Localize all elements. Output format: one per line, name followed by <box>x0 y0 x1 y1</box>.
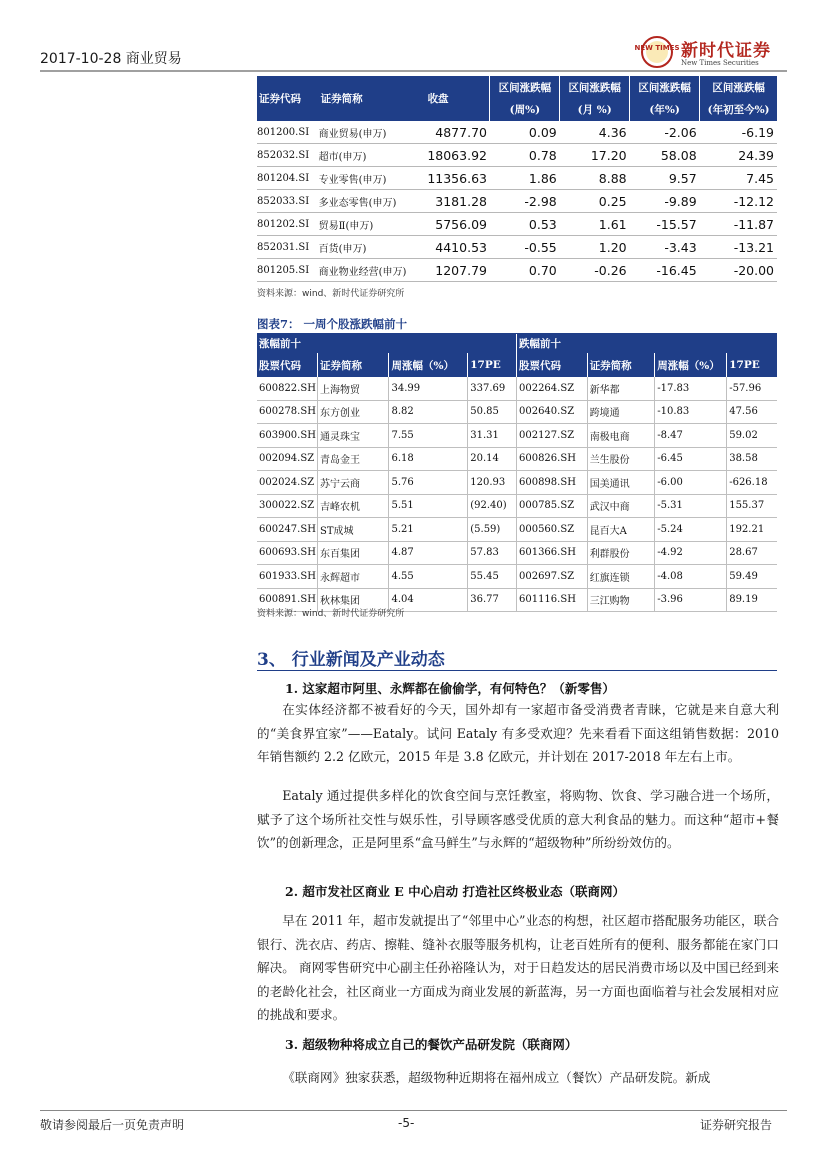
footer-disclaimer: 敬请参阅最后一页免责声明 <box>40 1118 185 1132</box>
col-header-name: 证券简称 <box>319 76 426 121</box>
cell-down-code: 002127.SZ <box>516 424 587 448</box>
col-header-span-month: 区间涨跌幅 <box>560 76 630 98</box>
col-header-month: (月 %) <box>560 98 630 121</box>
cell-month: 0.25 <box>560 190 630 213</box>
cell-down-code: 000785.SZ <box>516 494 587 518</box>
cell-down-change: -5.24 <box>655 518 727 542</box>
cell-name: 专业零售(申万) <box>319 167 426 190</box>
cell-close: 4877.70 <box>426 121 490 144</box>
cell-up-name: 吉峰农机 <box>317 494 389 518</box>
cell-down-change: -6.00 <box>655 471 727 495</box>
cell-down-name: 国美通讯 <box>587 471 655 495</box>
cell-code: 801200.SI <box>257 121 319 144</box>
table-row <box>257 400 777 424</box>
cell-down-change: -5.31 <box>655 494 727 518</box>
cell-down-code: 601366.SH <box>516 541 587 565</box>
cell-down-code: 000560.SZ <box>516 518 587 542</box>
cell-up-pe: (92.40) <box>468 494 517 518</box>
table-row <box>257 167 777 190</box>
table-row <box>257 471 777 495</box>
cell-week: 0.09 <box>490 121 560 144</box>
table-row <box>257 144 777 167</box>
cell-ytd: -13.21 <box>700 236 777 259</box>
cell-year: 58.08 <box>630 144 700 167</box>
cell-up-name: 东百集团 <box>317 541 389 565</box>
cell-down-pe: 28.67 <box>727 541 777 565</box>
cell-week: 0.78 <box>490 144 560 167</box>
cell-up-name: 东方创业 <box>317 400 389 424</box>
cell-up-code: 601933.SH <box>257 565 317 589</box>
col-header-span-year: 区间涨跌幅 <box>630 76 700 98</box>
cell-name: 贸易Ⅱ(申万) <box>319 213 426 236</box>
company-logo <box>634 33 787 73</box>
svg-text:NEW TIMES: NEW TIMES <box>634 44 680 52</box>
cell-year: -3.43 <box>630 236 700 259</box>
cell-down-change: -8.47 <box>655 424 727 448</box>
logo-mark-icon <box>634 35 680 69</box>
stock-movers-table <box>257 334 777 612</box>
cell-down-code: 600898.SH <box>516 471 587 495</box>
cell-down-name: 新华都 <box>587 377 655 400</box>
cell-up-name: 青岛金王 <box>317 447 389 471</box>
cell-down-pe: 155.37 <box>727 494 777 518</box>
cell-down-code: 002640.SZ <box>516 400 587 424</box>
cell-month: 8.88 <box>560 167 630 190</box>
col-header-span-week: 区间涨跌幅 <box>490 76 560 98</box>
col-header-span-ytd: 区间涨跌幅 <box>700 76 777 98</box>
cell-week: 0.53 <box>490 213 560 236</box>
logo-chinese-name: 新时代证券 <box>681 41 771 61</box>
cell-year: -2.06 <box>630 121 700 144</box>
cell-up-pe: 337.69 <box>468 377 517 400</box>
cell-ytd: -6.19 <box>700 121 777 144</box>
col-header-down-code: 股票代码 <box>516 353 587 377</box>
cell-up-name: ST成城 <box>317 518 389 542</box>
col-header-down-pe: 17PE <box>727 353 777 377</box>
cell-ytd: -12.12 <box>700 190 777 213</box>
cell-up-change: 8.82 <box>389 400 468 424</box>
cell-close: 1207.79 <box>426 259 490 282</box>
cell-week: 1.86 <box>490 167 560 190</box>
cell-up-code: 600822.SH <box>257 377 317 400</box>
cell-up-code: 600891.SH <box>257 588 317 612</box>
cell-up-name: 通灵珠宝 <box>317 424 389 448</box>
cell-down-change: -6.45 <box>655 447 727 471</box>
col-header-up-name: 证券简称 <box>317 353 389 377</box>
cell-down-change: -3.96 <box>655 588 727 612</box>
cell-up-pe: 120.93 <box>468 471 517 495</box>
cell-week: -0.55 <box>490 236 560 259</box>
cell-down-pe: 59.02 <box>727 424 777 448</box>
table-row <box>257 377 777 400</box>
news-paragraph-2: Eataly 通过提供多样化的饮食空间与烹饪教室，将购物、饮食、学习融合进一个场所，赋予了这个场所社交性与娱乐性，引导顾客感受优质的意大利食品的魅力。而这种“超市+餐饮”的创新理念，正是阿里系“盒马鲜生”与永辉的“超级物种”所纷纷效仿的。 <box>257 788 779 850</box>
cell-down-change: -4.92 <box>655 541 727 565</box>
cell-down-pe: 47.56 <box>727 400 777 424</box>
col-header-up-change: 周涨幅（%） <box>389 353 468 377</box>
table-row <box>257 518 777 542</box>
cell-code: 852031.SI <box>257 236 319 259</box>
cell-down-change: -4.08 <box>655 565 727 589</box>
group-header-gainers: 涨幅前十 <box>257 334 516 353</box>
cell-up-pe: 31.31 <box>468 424 517 448</box>
cell-ytd: -11.87 <box>700 213 777 236</box>
logo-english-name: New Times Securities <box>681 59 759 67</box>
cell-code: 801205.SI <box>257 259 319 282</box>
cell-up-code: 603900.SH <box>257 424 317 448</box>
cell-code: 852033.SI <box>257 190 319 213</box>
news-paragraph-1: 在实体经济都不被看好的今天，国外却有一家超市备受消费者青睐，它就是来自意大利的“美食界宜家”——Eataly。试问 Eataly 有多受欢迎？先来看看下面这组销售数据：2010 年销售额约 2.2 亿欧元，2015 年是 3.8 亿欧元，并计划在 2017-2018 年左右上市。 <box>257 702 779 764</box>
table-row <box>257 259 777 282</box>
cell-down-name: 昆百大A <box>587 518 655 542</box>
index-performance-table <box>257 76 777 282</box>
table-row <box>257 121 777 144</box>
index-table-body <box>257 121 777 282</box>
cell-year: -9.89 <box>630 190 700 213</box>
cell-down-pe: 59.49 <box>727 565 777 589</box>
cell-down-pe: 192.21 <box>727 518 777 542</box>
cell-up-code: 002024.SZ <box>257 471 317 495</box>
cell-up-code: 600247.SH <box>257 518 317 542</box>
cell-up-name: 苏宁云商 <box>317 471 389 495</box>
cell-up-change: 6.18 <box>389 447 468 471</box>
cell-month: 17.20 <box>560 144 630 167</box>
cell-up-code: 600278.SH <box>257 400 317 424</box>
cell-code: 852032.SI <box>257 144 319 167</box>
table-row <box>257 236 777 259</box>
cell-down-name: 三江购物 <box>587 588 655 612</box>
cell-ytd: 24.39 <box>700 144 777 167</box>
cell-up-change: 34.99 <box>389 377 468 400</box>
cell-close: 4410.53 <box>426 236 490 259</box>
cell-name: 商业物业经营(申万) <box>319 259 426 282</box>
table-row <box>257 541 777 565</box>
cell-close: 3181.28 <box>426 190 490 213</box>
figure7-title: 图表7： 一周个股涨跌幅前十 <box>257 317 408 331</box>
table-row <box>257 190 777 213</box>
cell-down-code: 002697.SZ <box>516 565 587 589</box>
cell-month: 4.36 <box>560 121 630 144</box>
cell-close: 5756.09 <box>426 213 490 236</box>
header-divider <box>40 70 787 72</box>
cell-code: 801204.SI <box>257 167 319 190</box>
cell-down-name: 南极电商 <box>587 424 655 448</box>
cell-down-code: 601116.SH <box>516 588 587 612</box>
news-heading-2: 2. 超市发社区商业 E 中心启动 打造社区终极业态（联商网） <box>285 884 625 899</box>
report-date-title: 2017-10-28 商业贸易 <box>40 51 182 67</box>
cell-year: -16.45 <box>630 259 700 282</box>
cell-down-code: 600826.SH <box>516 447 587 471</box>
cell-down-change: -10.83 <box>655 400 727 424</box>
cell-name: 多业态零售(申万) <box>319 190 426 213</box>
cell-down-pe: 38.58 <box>727 447 777 471</box>
section-title-rule <box>257 670 777 671</box>
movers-table-body <box>257 377 777 612</box>
cell-close: 18063.92 <box>426 144 490 167</box>
cell-up-change: 5.21 <box>389 518 468 542</box>
table-row <box>257 424 777 448</box>
col-header-ytd: (年初至今%) <box>700 98 777 121</box>
cell-ytd: -20.00 <box>700 259 777 282</box>
cell-up-pe: 55.45 <box>468 565 517 589</box>
cell-up-change: 7.55 <box>389 424 468 448</box>
cell-down-name: 武汉中商 <box>587 494 655 518</box>
table1-source-note: 资料来源：wind、新时代证券研究所 <box>257 289 405 299</box>
cell-month: 1.61 <box>560 213 630 236</box>
table-row <box>257 565 777 589</box>
col-header-week: (周%) <box>490 98 560 121</box>
news-heading-3: 3. 超级物种将成立自己的餐饮产品研发院（联商网） <box>285 1037 578 1052</box>
col-header-up-pe: 17PE <box>468 353 517 377</box>
cell-year: -15.57 <box>630 213 700 236</box>
cell-up-change: 5.51 <box>389 494 468 518</box>
table-row <box>257 494 777 518</box>
cell-up-pe: 50.85 <box>468 400 517 424</box>
cell-month: 1.20 <box>560 236 630 259</box>
cell-up-change: 4.04 <box>389 588 468 612</box>
cell-down-name: 红旗连锁 <box>587 565 655 589</box>
cell-week: -2.98 <box>490 190 560 213</box>
cell-up-change: 5.76 <box>389 471 468 495</box>
cell-up-change: 4.55 <box>389 565 468 589</box>
cell-down-pe: -57.96 <box>727 377 777 400</box>
col-header-up-code: 股票代码 <box>257 353 317 377</box>
cell-name: 超市(申万) <box>319 144 426 167</box>
table-row <box>257 213 777 236</box>
news-paragraph-3: 早在 2011 年，超市发就提出了“邻里中心”业态的构想，社区超市搭配服务功能区，联合银行、洗衣店、药店、擦鞋、缝补衣服等服务机构，让老百姓所有的便利、服务都能在家门口解决。 商网零售研究中心副主任孙裕隆认为，对于日趋发达的居民消费市场以及中国已经到来的老龄化社会，社区商业一方面成为商业发展的新蓝海，另一方面也面临着与社会发展相对应的挑战和要求。 <box>257 913 779 1022</box>
cell-down-pe: -626.18 <box>727 471 777 495</box>
cell-week: 0.70 <box>490 259 560 282</box>
cell-down-code: 002264.SZ <box>516 377 587 400</box>
table-row <box>257 447 777 471</box>
group-header-losers: 跌幅前十 <box>516 334 777 353</box>
cell-down-pe: 89.19 <box>727 588 777 612</box>
cell-up-change: 4.87 <box>389 541 468 565</box>
news-heading-1: 1. 这家超市阿里、永辉都在偷偷学，有何特色？（新零售） <box>285 681 615 696</box>
cell-down-name: 兰生股份 <box>587 447 655 471</box>
cell-up-code: 300022.SZ <box>257 494 317 518</box>
cell-up-pe: (5.59) <box>468 518 517 542</box>
cell-year: 9.57 <box>630 167 700 190</box>
footer-divider <box>40 1110 787 1111</box>
page-number: -5- <box>398 1116 415 1130</box>
cell-down-change: -17.83 <box>655 377 727 400</box>
cell-down-name: 跨境通 <box>587 400 655 424</box>
col-header-down-name: 证券简称 <box>587 353 655 377</box>
col-header-down-change: 周涨幅（%） <box>655 353 727 377</box>
cell-ytd: 7.45 <box>700 167 777 190</box>
cell-name: 百货(申万) <box>319 236 426 259</box>
cell-up-pe: 36.77 <box>468 588 517 612</box>
cell-close: 11356.63 <box>426 167 490 190</box>
col-header-close: 收盘 <box>426 76 490 121</box>
col-header-year: (年%) <box>630 98 700 121</box>
cell-up-pe: 57.83 <box>468 541 517 565</box>
col-header-code: 证券代码 <box>257 76 319 121</box>
cell-up-name: 永辉超市 <box>317 565 389 589</box>
table2-source-note: 资料来源：wind、新时代证券研究所 <box>257 609 405 619</box>
cell-up-pe: 20.14 <box>468 447 517 471</box>
section-title: 3、 行业新闻及产业动态 <box>257 650 445 670</box>
footer-report-type: 证券研究报告 <box>700 1118 773 1132</box>
cell-up-code: 600693.SH <box>257 541 317 565</box>
cell-up-code: 002094.SZ <box>257 447 317 471</box>
news-paragraph-4: 《联商网》独家获悉，超级物种近期将在福州成立（餐饮）产品研发院。新成 <box>282 1070 711 1085</box>
cell-name: 商业贸易(申万) <box>319 121 426 144</box>
cell-up-name: 秋林集团 <box>317 588 389 612</box>
cell-code: 801202.SI <box>257 213 319 236</box>
cell-down-name: 利群股份 <box>587 541 655 565</box>
cell-up-name: 上海物贸 <box>317 377 389 400</box>
cell-month: -0.26 <box>560 259 630 282</box>
